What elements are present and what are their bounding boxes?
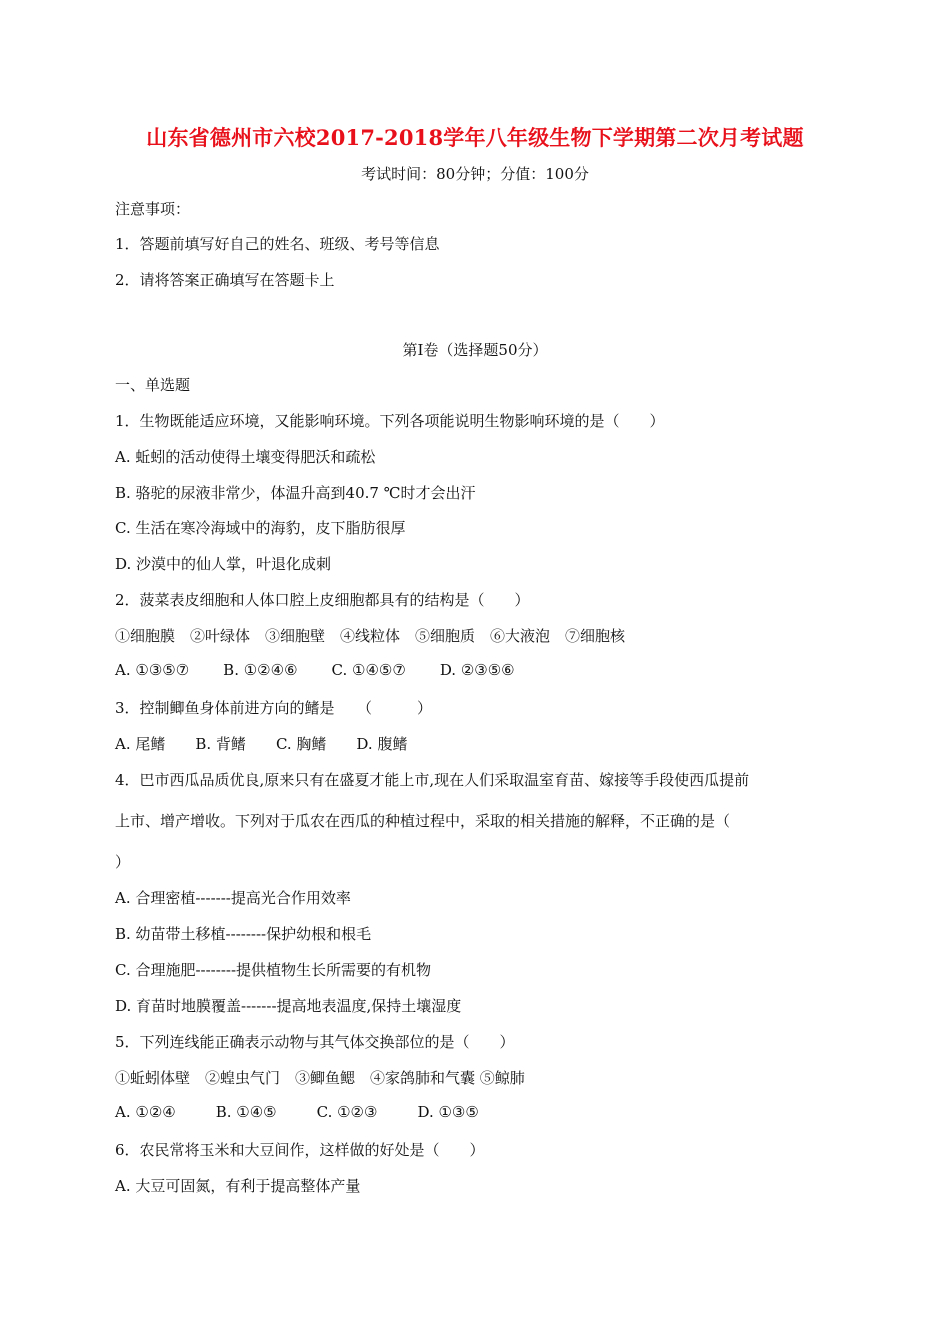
notice-heading: 注意事项： <box>115 200 191 218</box>
question-2-options <box>115 661 845 679</box>
question-2-option-b: B. ①②④⑥ <box>223 661 298 679</box>
question-4-option-a: A. 合理密植-------提高光合作用效率 <box>115 889 351 907</box>
question-1-option-c: C. 生活在寒冷海域中的海豹，皮下脂肪很厚 <box>115 519 406 537</box>
question-3-options <box>115 733 845 754</box>
exam-subtitle: 考试时间：80分钟；分值：100分 <box>361 165 589 183</box>
section-title: 第I卷（选择题50分） <box>402 341 548 359</box>
question-1-option-b: B. 骆驼的尿液非常少，体温升高到40.7 ℃时才会出汗 <box>115 484 476 502</box>
question-3-option-a: A. 尾鳍 <box>115 735 166 753</box>
question-stem-4-line-1: 4．巴市西瓜品质优良,原来只有在盛夏才能上市,现在人们采取温室育苗、嫁接等手段使西瓜提前 <box>115 771 750 789</box>
part-heading: 一、单选题 <box>115 376 191 394</box>
question-5-option-c: C. ①②③ <box>316 1103 378 1121</box>
question-4-option-c: C. 合理施肥--------提供植物生长所需要的有机物 <box>115 961 432 979</box>
question-stem-4-line-3: ） <box>115 853 131 871</box>
question-stem-5: 5．下列连线能正确表示动物与其气体交换部位的是（ ） <box>115 1033 515 1051</box>
question-1-option-d: D. 沙漠中的仙人掌，叶退化成刺 <box>115 555 332 573</box>
question-2-option-a: A. ①③⑤⑦ <box>115 661 190 679</box>
question-stem-6: 6．农民常将玉米和大豆间作，这样做的好处是（ ） <box>115 1141 485 1159</box>
question-5-options <box>115 1103 845 1121</box>
question-4-option-b: B. 幼苗带土移植--------保护幼根和根毛 <box>115 925 372 943</box>
question-6-option-a: A. 大豆可固氮，有利于提高整体产量 <box>115 1177 361 1195</box>
question-1-option-a: A. 蚯蚓的活动使得土壤变得肥沃和疏松 <box>115 448 376 466</box>
question-stem-2: 2．菠菜表皮细胞和人体口腔上皮细胞都具有的结构是（ ） <box>115 591 530 609</box>
question-3-option-d: D. 腹鳍 <box>356 735 408 753</box>
question-stem-3: 3．控制鲫鱼身体前进方向的鳍是 （ ） <box>115 699 433 717</box>
question-5-option-d: D. ①③⑤ <box>417 1103 479 1121</box>
question-3-option-c: C. 胸鳍 <box>275 735 327 753</box>
notice-item: 2．请将答案正确填写在答题卡上 <box>115 271 335 289</box>
question-5-option-b: B. ①④⑤ <box>215 1103 277 1121</box>
question-2-option-c: C. ①④⑤⑦ <box>331 661 406 679</box>
question-2-items: ①细胞膜 ②叶绿体 ③细胞壁 ④线粒体 ⑤细胞质 ⑥大液泡 ⑦细胞核 <box>115 627 626 645</box>
question-2-option-d: D. ②③⑤⑥ <box>439 661 515 679</box>
question-stem-1: 1．生物既能适应环境，又能影响环境。下列各项能说明生物影响环境的是（ ） <box>115 412 665 430</box>
question-5-option-a: A. ①②④ <box>115 1103 176 1121</box>
question-4-option-d: D. 育苗时地膜覆盖-------提高地表温度,保持土壤湿度 <box>115 997 462 1015</box>
question-5-items: ①蚯蚓体壁 ②蝗虫气门 ③鲫鱼鳃 ④家鸽肺和气囊 ⑤鲸肺 <box>115 1069 525 1087</box>
question-stem-4-line-2: 上市、增产增收。下列对于瓜农在西瓜的种植过程中，采取的相关措施的解释，不正确的是（ <box>115 812 731 830</box>
question-3-option-b: B. 背鳍 <box>195 735 246 753</box>
notice-item: 1．答题前填写好自己的姓名、班级、考号等信息 <box>115 235 440 253</box>
exam-title: 山东省德州市六校2017-2018学年八年级生物下学期第二次月考试题 <box>146 125 804 150</box>
